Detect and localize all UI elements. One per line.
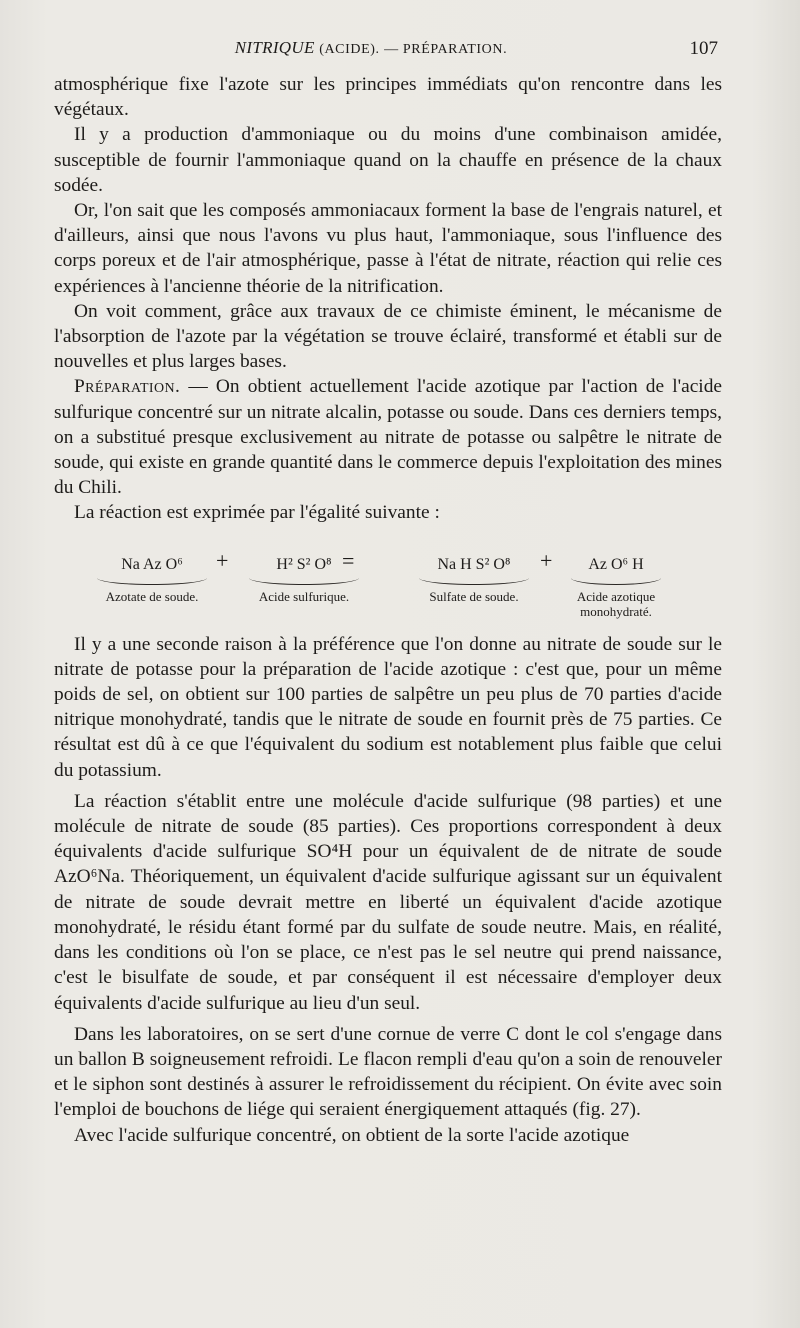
paragraph-3: Or, l'on sait que les composés ammoniacaux forment la base de l'engrais naturel, et d'ailleurs, ainsi que nous l'avons vu plus haut, l'ammoniaque, sous l'influence des corps poreux et de l'air atmosphérique, passe à l'état de nitrate, réaction qui relie ces expériences à l'ancienne théorie de la nitrification. <box>54 200 722 297</box>
paragraph-10: Avec l'acide sulfurique concentré, on obtient de la sorte l'acide azotique <box>74 1124 630 1146</box>
running-title-rest: — PRÉPARATION. <box>384 42 508 57</box>
underbrace <box>97 578 207 585</box>
label-sodium-nitrate: Azotate de soude. <box>105 588 199 604</box>
body-text <box>54 72 722 1148</box>
underbrace <box>571 578 661 585</box>
formula-sodium-sulfate: Na H S² O⁸ <box>437 555 511 573</box>
label-sulfuric-acid: Acide sulfurique. <box>258 588 350 604</box>
section-lead-preparation: Préparation. <box>74 376 181 398</box>
plus-sign: + <box>216 547 229 573</box>
paragraph-4: On voit comment, grâce aux travaux de ce chimiste éminent, le mécanisme de l'absorption de l'azote par la végétation se trouve éclairé, transformé et établi sur de nouvelles et plus larges bases. <box>54 300 722 373</box>
paragraph-8: La réaction s'établit entre une molécule d'acide sulfurique (98 parties) et une molécule de nitrate de soude (85 parties). Ces proportions correspondent à deux équivalents d'acide sulfurique SO⁴H pour un équivalent de de nitrate de soude AzO⁶Na. Théoriquement, un équivalent d'acide sulfurique agissant sur un équivalent de nitrate de soude devrait mettre en liberté un équivalent d'acide azotique monohydraté, le résidu étant formé par du sulfate de soude neutre. Mais, en réalité, dans les conditions où l'on se place, ce n'est pas le sel neutre qui prend naissance, c'est le bisulfate de soude, et par conséquent il est nécessaire d'employer deux équivalents d'acide sulfurique au lieu d'un seul. <box>54 790 722 1014</box>
running-title <box>38 38 704 58</box>
label-nitric-acid-line1: Acide azotique <box>576 588 656 604</box>
running-title-paren: (ACIDE). <box>319 42 380 57</box>
paragraph-1: atmosphérique fixe l'azote sur les principes immédiats qu'on rencontre dans les végétaux. <box>54 74 722 121</box>
label-nitric-acid-line2: monohydraté. <box>580 603 652 619</box>
paragraph-6: La réaction est exprimée par l'égalité suivante : <box>74 502 440 524</box>
paragraph-9: Dans les laboratoires, on se sert d'une cornue de verre C dont le col s'engage dans un ballon B soigneusement refroidi. Le flacon rempli d'eau qu'on a soin de renouveler et le siphon sont destinés à assurer le refroidissement du récipient. On évite avec soin l'emploi de bouchons de liége qui seraient énergiquement attaqués (fig. 27). <box>54 1023 722 1121</box>
formula-sodium-nitrate: Na Az O⁶ <box>121 555 183 573</box>
paragraph-5-text: — On obtient actuellement l'acide azotique par l'action de l'acide sulfurique concentré sur un nitrate alcalin, potasse ou soude. Dans ces derniers temps, on a substitué presque exclusivement au nitrate de potasse ou salpêtre le nitrate de soude, qui existe en grande quantité dans le commerce depuis l'exploitation des mines du Chili. <box>54 376 722 499</box>
page-number: 107 <box>689 38 718 59</box>
underbrace <box>419 578 529 585</box>
formula-nitric-acid: Az O⁶ H <box>588 555 644 573</box>
paragraph-7: Il y a une seconde raison à la préférence que l'on donne au nitrate de soude sur le nitrate de potasse pour la préparation de l'acide azotique : c'est que, pour un même poids de sel, on obtient sur 100 parties de salpêtre un peu plus de 70 parties d'acide nitrique monohydraté, tandis que le nitrate de soude en fournit près de 75 parties. Ce résultat est dû à ce que l'équivalent du sodium est notablement plus faible que celui du potassium. <box>54 633 722 781</box>
paragraph-5 <box>54 374 722 500</box>
formula-sulfuric-acid: H² S² O⁸ <box>276 555 332 573</box>
page-header <box>56 38 722 66</box>
equation-term-sodium-sulfate <box>404 552 544 604</box>
chemical-equation <box>54 534 722 632</box>
equation-term-nitric-acid <box>556 552 676 619</box>
plus-sign: + <box>540 547 553 573</box>
equals-sign: = <box>342 547 355 573</box>
label-sodium-sulfate: Sulfate de soude. <box>429 588 519 604</box>
running-title-main: NITRIQUE <box>234 38 315 57</box>
underbrace <box>249 578 359 585</box>
paragraph-2: Il y a production d'ammoniaque ou du moins d'une combinaison amidée, susceptible de fournir l'ammoniaque quand on la chauffe en présence de la chaux sodée. <box>54 124 722 196</box>
equation-term-sodium-nitrate <box>82 552 222 604</box>
